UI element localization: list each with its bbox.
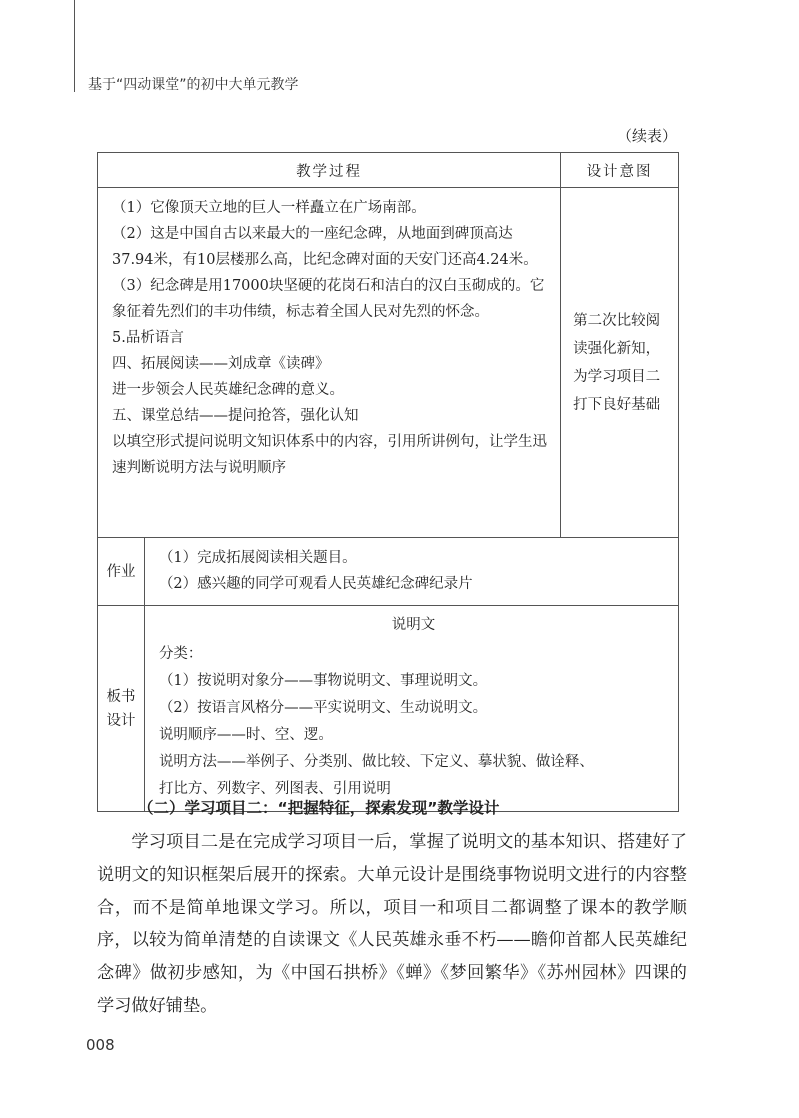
board-line: 分类： (158, 646, 203, 662)
board-title: 说明文 (391, 617, 436, 633)
process-line: 进一步领会人民英雄纪念碑的意义。 (112, 382, 344, 398)
header-process: 教学过程 (98, 153, 561, 188)
board-line: 说明方法——举例子、分类别、做比较、下定义、摹状貌、做诠释、 (158, 754, 594, 770)
intent-line: 读强化新知， (573, 340, 661, 357)
board-line: 打比方、列数字、列图表、引用说明 (158, 781, 391, 797)
board-line: 说明顺序——时、空、逻。 (158, 727, 333, 743)
margin-rule (74, 0, 75, 92)
body-paragraph: 学习项目二是在完成学习项目一后，掌握了说明文的基本知识、搭建好了说明文的知识框架后展开的探索。大单元设计是围绕事物说明文进行的内容整合，而不是简单地课文学习。所以，项目一和项目二都调整了课本的教学顺序，以较为简单清楚的自读课文《人民英雄永垂不朽——瞻仰首都人民英雄纪念碑》做初步感知，为《中国石拱桥》《蝉》《梦回繁华》《苏州园林》四课的学习做好铺垫。 (97, 832, 687, 1016)
board-cell (144, 606, 678, 812)
process-line: 四、拓展阅读——刘成章《读碑》 (112, 356, 330, 372)
board-line: （2）按语言风格分——平实说明文、生动说明文。 (158, 700, 488, 716)
homework-line: （1）完成拓展阅读相关题目。 (158, 550, 357, 566)
page-number: 008 (86, 1036, 115, 1054)
homework-row (98, 538, 679, 606)
board-label-line: 设计 (106, 712, 136, 729)
running-head: 基于“四动课堂”的初中大单元教学 (88, 77, 299, 93)
process-row (98, 188, 679, 538)
section-heading: （二）学习项目二：“把握特征，探索发现”教学设计 (138, 799, 500, 817)
board-label (98, 606, 145, 812)
process-line: （3）纪念碑是用17000块坚硬的花岗石和洁白的汉白玉砌成的。它象征着先烈们的丰功伟绩，标志着全国人民对先烈的怀念。 (112, 278, 545, 320)
board-row (98, 606, 679, 812)
process-line: （2）这是中国自古以来最大的一座纪念碑，从地面到碑顶高达37.94米，有10层楼那么高，比纪念碑对面的天安门还高4.24米。 (112, 226, 538, 268)
process-line: （1）它像顶天立地的巨人一样矗立在广场南部。 (112, 200, 426, 216)
intent-line: 为学习项目二 (573, 368, 661, 385)
intent-cell (561, 188, 679, 538)
body-text (97, 826, 687, 1023)
process-line: 5.品析语言 (112, 330, 184, 346)
homework-label-text: 作业 (106, 563, 136, 580)
homework-label (98, 538, 145, 606)
lesson-table (97, 152, 679, 812)
intent-line: 第二次比较阅 (573, 312, 661, 329)
homework-cell (144, 538, 678, 606)
intent-line: 打下良好基础 (573, 396, 661, 413)
board-label-line: 板书 (106, 688, 136, 705)
homework-line: （2）感兴趣的同学可观看人民英雄纪念碑纪录片 (158, 576, 473, 592)
header-intent: 设计意图 (561, 153, 679, 188)
continued-label: （续表） (616, 127, 677, 145)
process-line: 五、课堂总结——提问抢答，强化认知 (112, 408, 359, 424)
process-cell (98, 188, 561, 538)
process-line: 以填空形式提问说明文知识体系中的内容，引用所讲例句，让学生迅速判断说明方法与说明顺序 (112, 434, 547, 476)
table-header-row (98, 153, 679, 188)
board-line: （1）按说明对象分——事物说明文、事理说明文。 (158, 673, 488, 689)
